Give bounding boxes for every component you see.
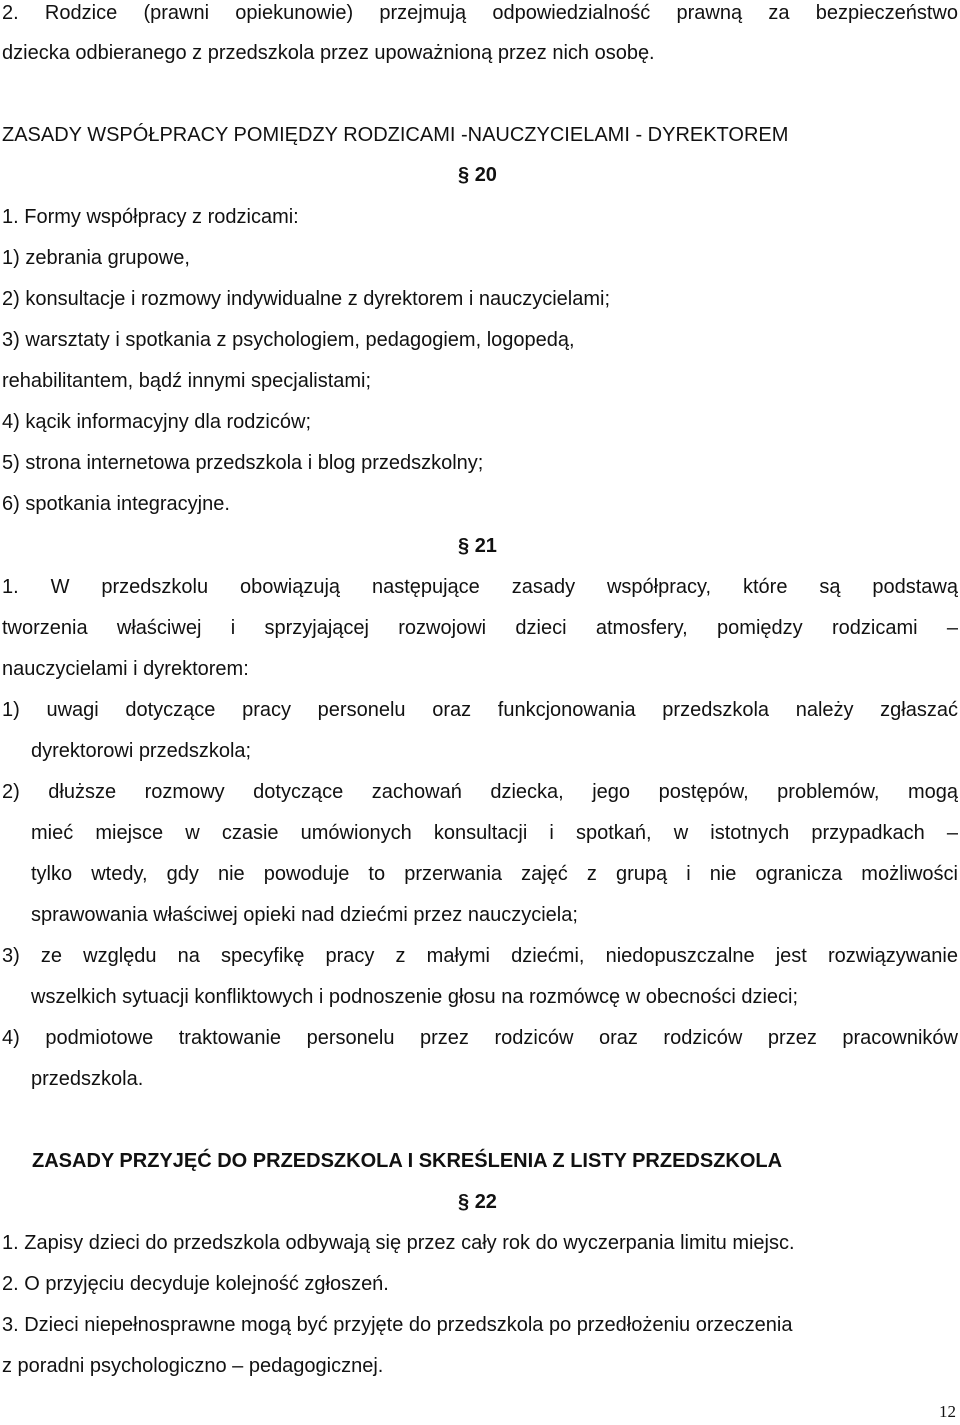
list-item: 4) podmiotowe traktowanie personelu przez rodziców oraz rodziców przez pracowników: [2, 1027, 958, 1049]
list-item: 1) uwagi dotyczące pracy personelu oraz funkcjonowania przedszkola należy zgłaszać: [2, 699, 958, 721]
paragraph-line: nauczycielami i dyrektorem:: [2, 658, 249, 680]
list-item: 3) warsztaty i spotkania z psychologiem, pedagogiem, logopedą,: [2, 329, 575, 351]
page-number: 12: [939, 1402, 956, 1421]
paragraph-line: 1. W przedszkolu obowiązują następujące zasady współpracy, które są podstawą: [2, 576, 958, 598]
list-item-continuation: wszelkich sytuacji konfliktowych i podnoszenie głosu na rozmówcę w obecności dzieci;: [31, 986, 799, 1008]
list-item: rehabilitantem, bądź innymi specjalistami;: [2, 370, 372, 392]
list-item: 2. O przyjęciu decyduje kolejność zgłoszeń.: [2, 1273, 389, 1295]
section-symbol: §: [458, 535, 470, 557]
list-item: 4) kącik informacyjny dla rodziców;: [2, 411, 311, 433]
list-item: 5) strona internetowa przedszkola i blog przedszkolny;: [2, 452, 484, 474]
paragraph-marker-20: [458, 163, 497, 187]
section-heading-admission: ZASADY PRZYJĘĆ DO PRZEDSZKOLA I SKREŚLENIA Z LISTY PRZEDSZKOLA: [32, 1150, 783, 1172]
list-item: 1. Zapisy dzieci do przedszkola odbywają się przez cały rok do wyczerpania limitu miejsc.: [2, 1232, 795, 1254]
list-item: 3. Dzieci niepełnosprawne mogą być przyjęte do przedszkola po przedłożeniu orzeczenia: [2, 1314, 793, 1336]
list-item: 1) zebrania grupowe,: [2, 247, 190, 269]
list-item: 1. Formy współpracy z rodzicami:: [2, 206, 299, 228]
list-item: 2) dłuższe rozmowy dotyczące zachowań dziecka, jego postępów, problemów, mogą: [2, 781, 958, 803]
section-heading-cooperation: ZASADY WSPÓŁPRACY POMIĘDZY RODZICAMI -NAUCZYCIELAMI - DYREKTOREM: [2, 124, 789, 146]
paragraph-number: 22: [474, 1191, 497, 1213]
paragraph-marker-22: [458, 1190, 497, 1214]
paragraph-line: tworzenia właściwej i sprzyjającej rozwojowi dzieci atmosfery, pomiędzy rodzicami –: [2, 617, 958, 639]
list-item-continuation: sprawowania właściwej opieki nad dziećmi przez nauczyciela;: [31, 904, 578, 926]
section-symbol: §: [458, 1191, 470, 1213]
list-item: 6) spotkania integracyjne.: [2, 493, 230, 515]
intro-line: 2. Rodzice (prawni opiekunowie) przejmują odpowiedzialność prawną za bezpieczeństwo: [2, 2, 958, 24]
paragraph-marker-21: [458, 534, 497, 558]
list-item-continuation: przedszkola.: [31, 1068, 144, 1090]
list-item-continuation: dyrektorowi przedszkola;: [31, 740, 252, 762]
paragraph-number: 20: [474, 164, 497, 186]
list-item-continuation: tylko wtedy, gdy nie powoduje to przerwania zajęć z grupą i nie ogranicza możliwości: [31, 863, 958, 885]
list-item-continuation: mieć miejsce w czasie umówionych konsultacji i spotkań, w istotnych przypadkach –: [31, 822, 958, 844]
list-item: z poradni psychologiczno – pedagogicznej.: [2, 1355, 384, 1377]
list-item: 2) konsultacje i rozmowy indywidualne z dyrektorem i nauczycielami;: [2, 288, 611, 310]
section-symbol: §: [458, 164, 470, 186]
list-item: 3) ze względu na specyfikę pracy z małymi dziećmi, niedopuszczalne jest rozwiązywanie: [2, 945, 958, 967]
intro-line: dziecka odbieranego z przedszkola przez upoważnioną przez nich osobę.: [2, 42, 655, 64]
paragraph-number: 21: [474, 535, 497, 557]
